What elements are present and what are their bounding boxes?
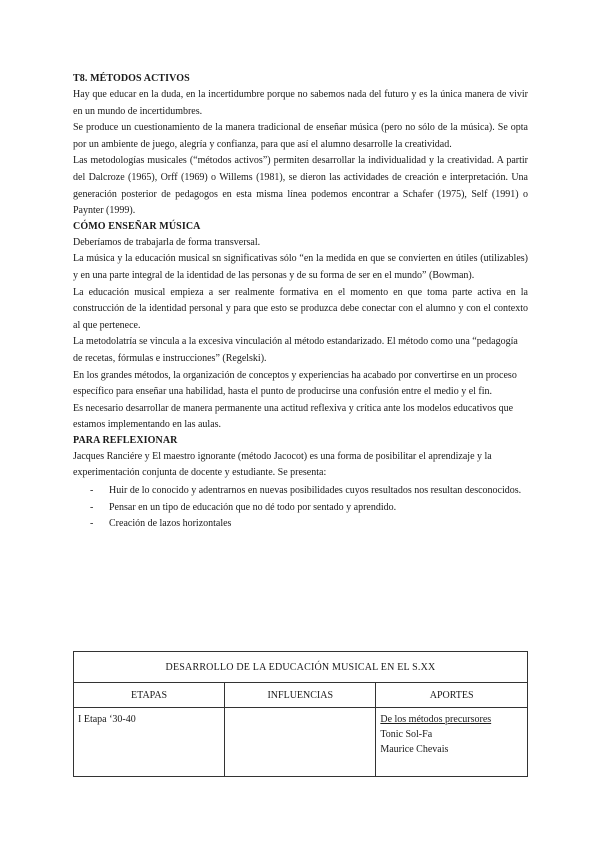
aportes-subtitle: De los métodos precursores: [380, 714, 492, 725]
list-item: - Pensar en un tipo de educación que no dé todo por sentado y aprendido.: [73, 500, 528, 517]
column-header-influencias: INFLUENCIAS: [225, 683, 376, 708]
dash-marker: -: [90, 485, 94, 497]
paragraph: Se produce un cuestionamiento de la manera tradicional de enseñar música (pero no sólo de la música). Se opta por un ambiente de juego, alegría y confianza, para que así el alumno desarrolle la creatividad.: [73, 122, 528, 150]
paragraph: Deberíamos de trabajarla de forma transversal.: [73, 236, 261, 248]
document-body: [73, 72, 528, 533]
list-item: - Huir de lo conocido y adentrarnos en nuevas posibilidades cuyos resultados nos resultan desconocidos.: [73, 483, 528, 500]
dash-marker: -: [90, 501, 94, 513]
aportes-item: Maurice Chevais: [380, 744, 449, 755]
list-item: - Creación de lazos horizontales: [73, 516, 528, 533]
dash-marker: -: [90, 518, 94, 530]
cell-influencias: [225, 708, 376, 777]
paragraph: La educación musical empieza a ser realmente formativa en el momento en que toma parte activa en la construcción de la identidad personal y para que esto se produzca debe conectar con el alumno y con el contexto al que pertenece.: [73, 286, 528, 331]
paragraph: Las metodologías musicales (“métodos activos”) permiten desarrollar la individualidad y la creatividad. A partir del Dalcroze (1965), Orff (1969) o Willems (1981), se dieron las actividades de creación e interpretación. Una generación posterior de pedagogos en esta misma línea podemos encontrar a Schafer (1975), Self (1991) o Paynter (1999).: [73, 155, 528, 217]
paragraph: La metodolatría se vincula a la excesiva vinculación al método estandarizado. El método como una “pedagogía de recetas, fórmulas e instrucciones” (Regelski).: [73, 336, 518, 364]
column-header-etapas: ETAPAS: [74, 683, 225, 708]
column-header-aportes: APORTES: [376, 683, 528, 708]
paragraph: Hay que educar en la duda, en la incertidumbre porque no sabemos nada del futuro y es la única manera de vivir en un mundo de incertidumbres.: [73, 89, 528, 117]
section-heading-para-reflexionar: PARA REFLEXIONAR: [73, 434, 178, 446]
paragraph: Es necesario desarrollar de manera permanente una actitud reflexiva y crítica ante los modelos educativos que estamos implementando en las aulas.: [73, 402, 514, 431]
bullet-list: [73, 483, 528, 533]
paragraph: La música y la educación musical sn significativas sólo “en la medida en que se convierten en útiles (utilizables) y en una parte integral de la identidad de las personas y de su forma de ser en el mundo” (Bowman).: [73, 253, 528, 281]
paragraph: Jacques Ranciére y El maestro ignorante (método Jacocot) es una forma de posibilitar el aprendizaje y la experimentación conjunta de docente y estudiante. Se presenta:: [73, 450, 492, 479]
paragraph: En los grandes métodos, la organización de conceptos y experiencias ha acabado por convertirse en un proceso específico para enseñar una habilidad, hasta el punto de producirse una confusión entre el medio y el fin.: [73, 369, 517, 398]
cell-aportes: [376, 708, 528, 777]
table-title: DESARROLLO DE LA EDUCACIÓN MUSICAL EN EL S.XX: [74, 652, 528, 683]
section-heading-como-ensenar-musica: CÓMO ENSEÑAR MÚSICA: [73, 220, 201, 232]
aportes-item: Tonic Sol-Fa: [380, 729, 433, 740]
development-table: [73, 651, 528, 777]
cell-etapa: I Etapa ‘30-40: [74, 708, 225, 777]
table-row: [74, 708, 528, 777]
section-heading-metodos-activos: T8. MÉTODOS ACTIVOS: [73, 73, 190, 84]
